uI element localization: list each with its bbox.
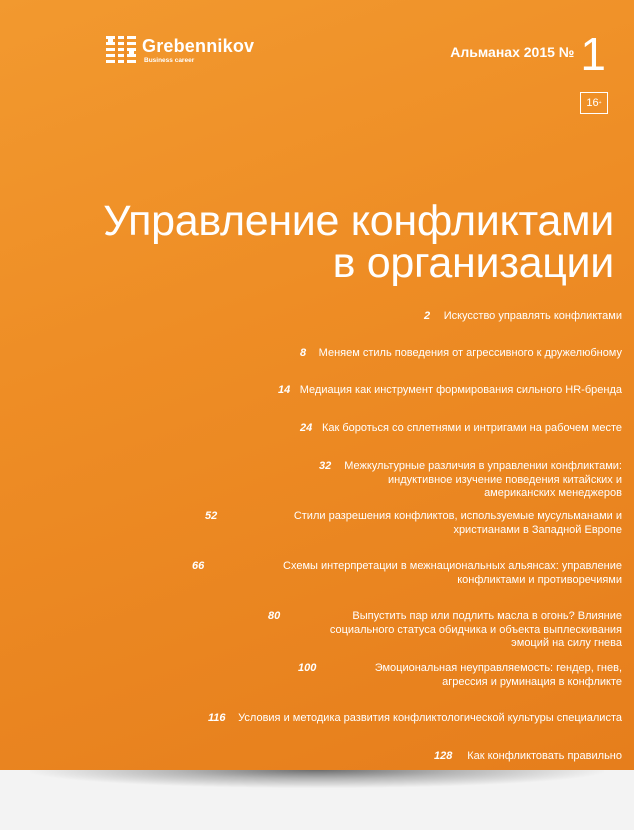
toc-title: Медиация как инструмент формирования сильного HR-бренда (299, 384, 622, 396)
toc-title: Как бороться со сплетнями и интригами на рабочем месте (321, 422, 622, 434)
age-rating: 16 (586, 97, 599, 109)
almanac-label: Альманах 2015 № (450, 44, 575, 60)
toc-page: 8 (300, 347, 307, 359)
toc-title: Эмоциональная неуправляемость: гендер, гнев, агрессия и руминация в конфликте (374, 662, 622, 688)
toc-page: 66 (192, 560, 205, 572)
logo-subtitle: Business career (144, 56, 195, 64)
toc-title: Искусство управлять конфликтами (443, 310, 622, 322)
issue-number: 1 (580, 28, 606, 80)
toc-page: 100 (298, 662, 317, 674)
toc-page: 80 (268, 610, 281, 622)
toc-title: Схемы интерпретации в межнациональных альянсах: управление конфликтами и противоречиями (283, 560, 622, 586)
toc-page: 52 (205, 510, 218, 522)
toc-page: 116 (208, 712, 226, 724)
toc-title: Выпустить пар или подлить масла в огонь? Влияние социального статуса обидчика и объекта выплескивания эмоций на силу гнева (329, 610, 622, 649)
logo-name: Grebennikov (142, 35, 255, 56)
cover-shadow (30, 770, 604, 788)
toc-title: Условия и методика развития конфликтологической культуры специалиста (238, 712, 622, 724)
toc-title: Как конфликтовать правильно (467, 750, 622, 762)
cover-title-line2: в организации (332, 239, 614, 287)
toc-title: Стили разрешения конфликтов, используемые мусульманами и христианами в Западной Европе (293, 510, 622, 536)
toc-title: Межкультурные различия в управлении конфликтами: индуктивное изучение поведения китайских и американских менеджеров (344, 460, 622, 499)
toc-page: 14 (278, 384, 291, 396)
toc-page: 128 (434, 750, 453, 762)
toc-title: Меняем стиль поведения от агрессивного к дружелюбному (318, 347, 622, 359)
toc-page: 2 (424, 310, 431, 322)
cover-title-line1: Управление конфликтами (103, 197, 614, 245)
age-rating-suffix: + (598, 100, 602, 106)
toc-page: 24 (300, 422, 313, 434)
toc-page: 32 (319, 460, 332, 472)
